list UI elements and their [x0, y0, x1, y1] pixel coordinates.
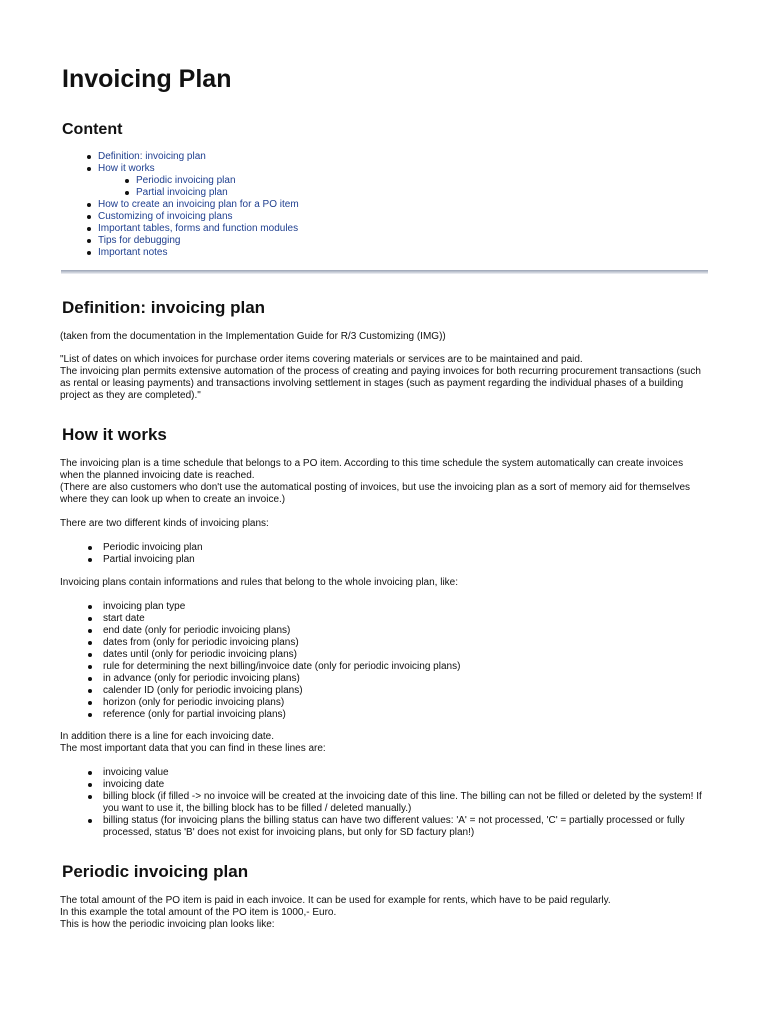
- lines-intro: [60, 731, 710, 755]
- kinds-list: [87, 542, 707, 566]
- text-line: In addition there is a line for each invoicing date.: [60, 731, 275, 742]
- table-of-contents: [86, 151, 299, 259]
- toc-link[interactable]: Tips for debugging: [98, 235, 181, 246]
- list-item: dates until (only for periodic invoicing plans): [87, 649, 707, 661]
- text-line: There are two different kinds of invoicing plans:: [60, 518, 269, 529]
- text-line: This is how the periodic invoicing plan looks like:: [60, 919, 275, 930]
- definition-quote: [60, 354, 710, 402]
- list-item: billing status (for invoicing plans the billing status can have two different values: 'A' = not processed, 'C' = partially processed or fully processed, status 'B' does not exist for invoicing plans, but only for SD factury plan!): [87, 815, 707, 839]
- definition-source-note: [60, 331, 710, 343]
- toc-item-customizing[interactable]: [86, 211, 299, 223]
- toc-link[interactable]: Periodic invoicing plan: [136, 175, 236, 186]
- text-line: project as they are completed).": [60, 390, 201, 401]
- section-heading-periodic: Periodic invoicing plan: [62, 862, 249, 881]
- horizontal-divider: [61, 270, 708, 274]
- list-item: rule for determining the next billing/invoice date (only for periodic invoicing plans): [87, 661, 707, 673]
- list-item: in advance (only for periodic invoicing plans): [87, 673, 707, 685]
- periodic-text: [60, 895, 710, 931]
- rules-list: [87, 601, 707, 721]
- section-heading-definition: Definition: invoicing plan: [62, 298, 266, 317]
- list-item: reference (only for partial invoicing plans): [87, 709, 707, 721]
- list-item: Periodic invoicing plan: [87, 542, 707, 554]
- list-item: calender ID (only for periodic invoicing plans): [87, 685, 707, 697]
- toc-link[interactable]: Customizing of invoicing plans: [98, 211, 233, 222]
- toc-link[interactable]: How to create an invoicing plan for a PO item: [98, 199, 299, 210]
- text-line: when the planned invoicing date is reached.: [60, 470, 255, 481]
- list-item: horizon (only for periodic invoicing plans): [87, 697, 707, 709]
- text-line: (There are also customers who don't use the automatical posting of invoices, but use the invoicing plan as a sort of memory aid for themselves: [60, 482, 691, 493]
- text-line: (taken from the documentation in the Implementation Guide for R/3 Customizing (IMG)): [60, 331, 446, 342]
- section-heading-how-it-works: How it works: [62, 425, 167, 444]
- toc-link[interactable]: Definition: invoicing plan: [98, 151, 206, 162]
- list-item: invoicing value: [87, 767, 707, 779]
- text-line: The total amount of the PO item is paid in each invoice. It can be used for example for rents, which have to be paid regularly.: [60, 895, 611, 906]
- list-item: end date (only for periodic invoicing plans): [87, 625, 707, 637]
- text-line: The invoicing plan permits extensive automation of the process of creating and paying invoices for both recurring procurement transactions (such: [60, 366, 701, 377]
- toc-item-periodic[interactable]: [124, 175, 299, 187]
- list-item: start date: [87, 613, 707, 625]
- toc-link[interactable]: Important tables, forms and function modules: [98, 223, 299, 234]
- text-line: The most important data that you can find in these lines are:: [60, 743, 326, 754]
- page-title: Invoicing Plan: [62, 65, 232, 93]
- list-item: billing block (if filled -> no invoice will be created at the invoicing date of this line. The billing can not be filled or deleted by the system! If you want to use it, the billing block has to be filled / deleted manually.): [87, 791, 707, 815]
- rules-intro: [60, 577, 710, 589]
- toc-link[interactable]: How it works: [98, 163, 155, 174]
- text-line: "List of dates on which invoices for purchase order items covering materials or services are to be maintained and paid.: [60, 354, 583, 365]
- list-item: invoicing date: [87, 779, 707, 791]
- toc-item-definition[interactable]: [86, 151, 299, 163]
- list-item: Partial invoicing plan: [87, 554, 707, 566]
- text-line: as rental or leasing payments) and transactions involving settlement in stages (such as payment regarding the individual phases of a building: [60, 378, 684, 389]
- text-line: where they can look up when to create an invoice.): [60, 494, 286, 505]
- list-item: dates from (only for periodic invoicing plans): [87, 637, 707, 649]
- toc-link[interactable]: Important notes: [98, 247, 168, 258]
- toc-item-how-to-create[interactable]: [86, 199, 299, 211]
- toc-item-tips-debugging[interactable]: [86, 235, 299, 247]
- toc-link[interactable]: Partial invoicing plan: [136, 187, 228, 198]
- kinds-intro: [60, 518, 710, 530]
- toc-item-important-tables[interactable]: [86, 223, 299, 235]
- text-line: In this example the total amount of the PO item is 1000,- Euro.: [60, 907, 337, 918]
- how-it-works-intro: [60, 458, 710, 506]
- line-data-list: [87, 767, 707, 839]
- toc-item-partial[interactable]: [124, 187, 299, 199]
- toc-item-important-notes[interactable]: [86, 247, 299, 259]
- text-line: The invoicing plan is a time schedule that belongs to a PO item. According to this time schedule the system automatically can create invoices: [60, 458, 684, 469]
- content-heading: Content: [62, 121, 123, 138]
- toc-item-how-it-works[interactable]: [86, 163, 299, 175]
- text-line: Invoicing plans contain informations and rules that belong to the whole invoicing plan, like:: [60, 577, 459, 588]
- list-item: invoicing plan type: [87, 601, 707, 613]
